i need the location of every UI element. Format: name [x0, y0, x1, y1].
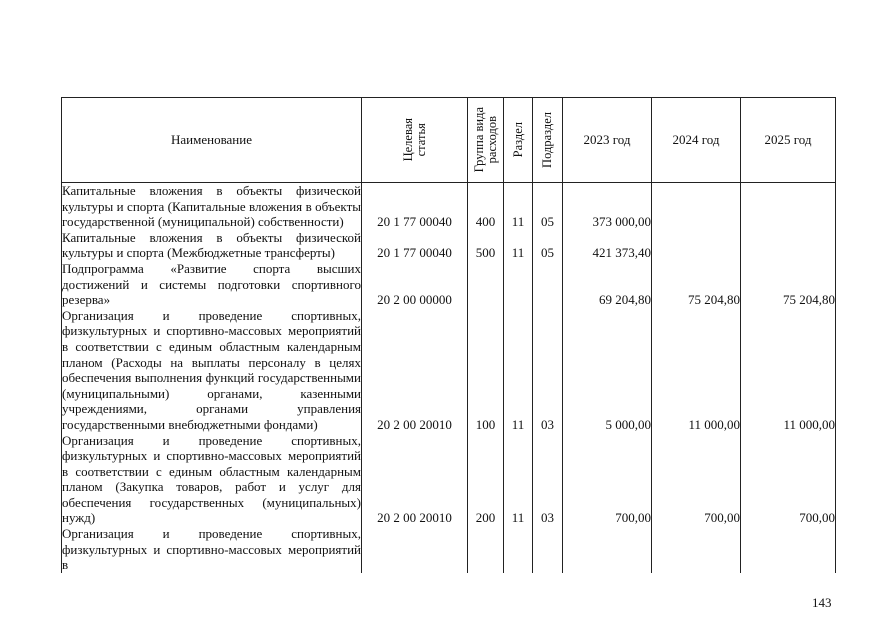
- row-article: 20 1 77 00040: [362, 183, 468, 230]
- row-2025: [741, 526, 836, 573]
- table-row: [62, 261, 836, 308]
- row-article: 20 2 00 00000: [362, 261, 468, 308]
- row-name: Капитальные вложения в объекты физической культуры и спорта (Капитальные вложения в объекты государственной (муниципальной) собственности): [62, 183, 361, 230]
- header-section: Раздел: [504, 98, 533, 183]
- row-section: 11: [504, 433, 533, 527]
- row-subsection: 03: [533, 308, 563, 433]
- table-row: [62, 433, 836, 527]
- table-row: [62, 526, 836, 573]
- row-name: Организация и проведение спортивных, физкультурных и спортивно-массовых мероприятий в соответствии с единым областным календарным планом (Расходы на выплаты персоналу в целях обеспечения выполнения функций государственными (муниципальными) органами, казенными учреждениями, органами управления государственными внебюджетными фондами): [62, 307, 361, 432]
- row-article: 20 2 00 20010: [362, 433, 468, 527]
- row-2024: [652, 183, 741, 230]
- row-2023: 373 000,00: [563, 183, 652, 230]
- row-2024: 75 204,80: [652, 261, 741, 308]
- header-2025: 2025 год: [741, 98, 836, 183]
- row-2025: 11 000,00: [741, 308, 836, 433]
- row-2023: [563, 526, 652, 573]
- row-article: [362, 526, 468, 573]
- row-section: 11: [504, 308, 533, 433]
- header-target-article: Целевая статья: [362, 98, 468, 183]
- row-name: Организация и проведение спортивных, физкультурных и спортивно-массовых мероприятий в: [62, 526, 361, 573]
- row-2025: [741, 183, 836, 230]
- row-section: [504, 526, 533, 573]
- row-2023: 700,00: [563, 433, 652, 527]
- row-name: Капитальные вложения в объекты физической культуры и спорта (Межбюджетные трансферты): [62, 229, 361, 261]
- header-2023: 2023 год: [563, 98, 652, 183]
- row-group: 400: [468, 183, 504, 230]
- row-subsection: [533, 526, 563, 573]
- row-group: 200: [468, 433, 504, 527]
- header-expense-group: Группа вида расходов: [468, 98, 504, 183]
- row-subsection: 03: [533, 433, 563, 527]
- row-section: [504, 261, 533, 308]
- row-2024: [652, 526, 741, 573]
- row-name: Организация и проведение спортивных, физкультурных и спортивно-массовых мероприятий в соответствии с единым областным календарным планом (Закупка товаров, работ и услуг для обеспечения государственных (муниципальных) нужд): [62, 432, 361, 526]
- row-2023: 5 000,00: [563, 308, 652, 433]
- row-subsection: 05: [533, 183, 563, 230]
- table-row: [62, 308, 836, 433]
- row-subsection: [533, 261, 563, 308]
- row-2025: 75 204,80: [741, 261, 836, 308]
- table-header: [62, 98, 836, 183]
- row-2024: 11 000,00: [652, 308, 741, 433]
- row-group: [468, 261, 504, 308]
- row-2023: 421 373,40: [563, 230, 652, 261]
- row-name: Подпрограмма «Развитие спорта высших достижений и системы подготовки спортивного резерва»: [62, 260, 361, 308]
- row-2024: [652, 230, 741, 261]
- row-subsection: 05: [533, 230, 563, 261]
- row-2023: 69 204,80: [563, 261, 652, 308]
- header-2024: 2024 год: [652, 98, 741, 183]
- row-group: [468, 526, 504, 573]
- row-section: 11: [504, 183, 533, 230]
- header-name: Наименование: [62, 98, 362, 183]
- row-group: 500: [468, 230, 504, 261]
- row-2025: 700,00: [741, 433, 836, 527]
- table-row: [62, 230, 836, 261]
- row-group: 100: [468, 308, 504, 433]
- page-number: 143: [812, 595, 832, 610]
- table-row: [62, 183, 836, 230]
- budget-table: [61, 97, 836, 573]
- row-article: 20 2 00 20010: [362, 308, 468, 433]
- table-body: [62, 183, 836, 573]
- row-section: 11: [504, 230, 533, 261]
- row-2025: [741, 230, 836, 261]
- row-2024: 700,00: [652, 433, 741, 527]
- header-subsection: Подраздел: [533, 98, 563, 183]
- row-article: 20 1 77 00040: [362, 230, 468, 261]
